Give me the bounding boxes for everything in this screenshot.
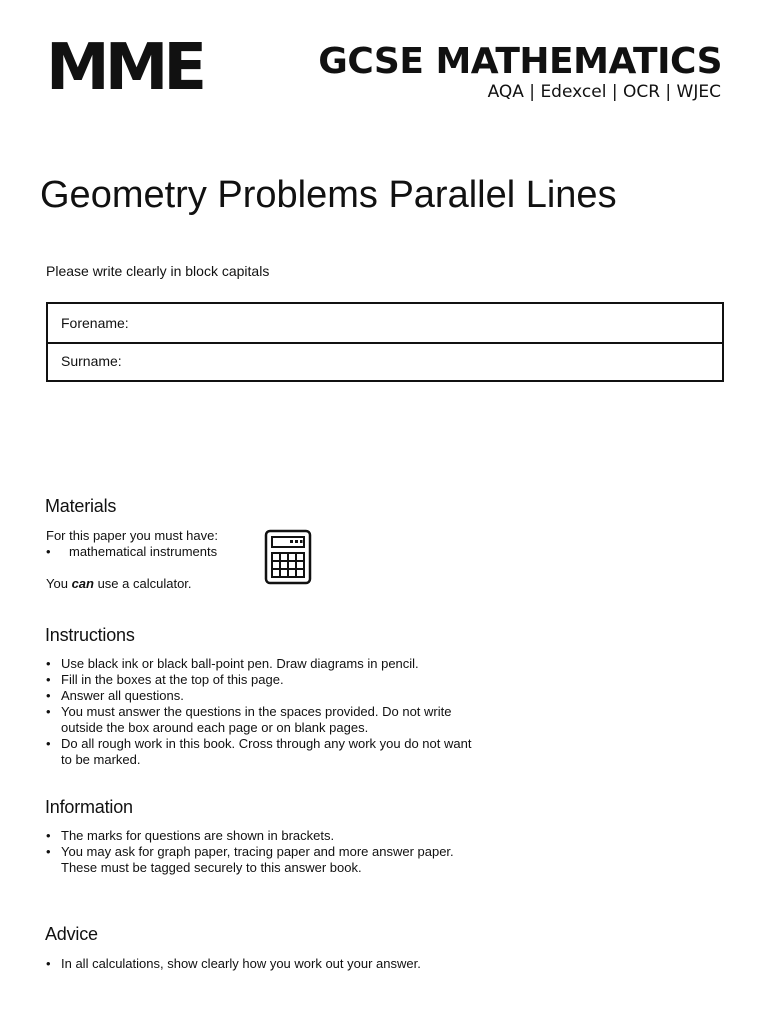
list-item: • Answer all questions. — [46, 688, 471, 704]
list-item: • Do all rough work in this book. Cross through any work you do not want to be marked. — [46, 736, 471, 768]
calculator-note: You can use a calculator. — [46, 576, 192, 591]
instructions-heading: Instructions — [45, 625, 135, 645]
list-item: • You may ask for graph paper, tracing paper and more answer paper. These must be tagged securely to this answer book. — [46, 844, 454, 876]
advice-list — [46, 956, 421, 972]
instructions-list — [46, 656, 471, 768]
forename-label: Forename: — [61, 315, 129, 331]
list-item: • In all calculations, show clearly how you work out your answer. — [46, 956, 421, 972]
block-capitals-instruction: Please write clearly in block capitals — [46, 263, 270, 279]
logo: MME — [46, 31, 203, 105]
materials-list — [46, 544, 217, 560]
name-box — [46, 302, 724, 382]
information-list — [46, 828, 454, 876]
subject-title: GCSE MATHEMATICS — [318, 41, 722, 82]
list-item: • Use black ink or black ball-point pen. Draw diagrams in pencil. — [46, 656, 471, 672]
forename-field[interactable] — [48, 304, 722, 342]
page-title: Geometry Problems Parallel Lines — [40, 174, 617, 216]
calculator-emphasis: can — [71, 576, 94, 591]
list-item: • Fill in the boxes at the top of this page. — [46, 672, 471, 688]
exam-boards: AQA | Edexcel | OCR | WJEC — [487, 82, 721, 102]
surname-label: Surname: — [61, 353, 122, 369]
advice-heading: Advice — [45, 924, 98, 944]
surname-field[interactable] — [48, 342, 722, 380]
list-item: • The marks for questions are shown in brackets. — [46, 828, 454, 844]
list-item: • You must answer the questions in the spaces provided. Do not write outside the box around each page or on blank pages. — [46, 704, 471, 736]
list-item: • mathematical instruments — [46, 544, 217, 560]
calculator-icon — [264, 529, 312, 585]
information-heading: Information — [45, 797, 133, 817]
materials-heading: Materials — [45, 496, 117, 516]
materials-intro: For this paper you must have: — [46, 528, 218, 543]
